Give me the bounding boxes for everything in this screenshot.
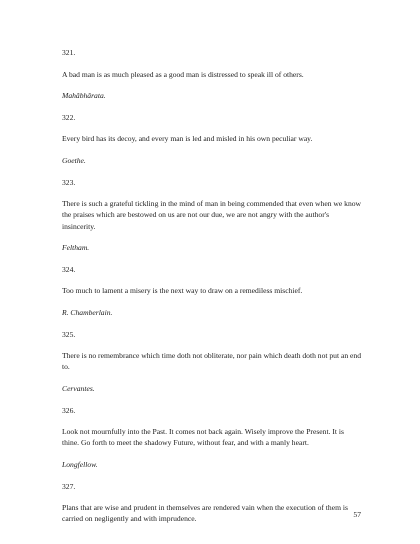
entry-number: 324. xyxy=(62,264,76,274)
quotation-text: Look not mournfully into the Past. It comes not back again. Wisely improve the Present. It is thine. Go forth to meet the shadowy Future, without fear, and with a manly heart. xyxy=(62,427,344,448)
quotation-author: R. Chamberlain. xyxy=(62,307,113,317)
quotation-text: Every bird has its decoy, and every man is led and misled in his own peculiar way. xyxy=(62,134,313,144)
quotation-text: Too much to lament a misery is the next way to draw on a remediless mischief. xyxy=(62,286,303,296)
quotation-list xyxy=(62,47,362,535)
quotation-author: Longfellow. xyxy=(62,459,98,469)
page-number: 57 xyxy=(353,510,361,519)
entry-number: 321. xyxy=(62,48,76,57)
quotation-author: Feltham. xyxy=(62,243,90,253)
quotation-author: Mahâbhârata. xyxy=(62,91,106,101)
entry-number: 323. xyxy=(62,177,76,187)
entry-number: 327. xyxy=(62,481,76,491)
quotation-text: There is no remembrance which time doth not obliterate, nor pain which death doth not put an end to. xyxy=(62,351,362,372)
quotation-text: A bad man is as much pleased as a good man is distressed to speak ill of others. xyxy=(62,69,304,79)
quotation-text: Plans that are wise and prudent in themselves are rendered vain when the execution of them is carried on negligently and with imprudence. xyxy=(62,503,348,524)
quotation-author: Cervantes. xyxy=(62,383,95,393)
quotation-text: There is such a grateful tickling in the mind of man in being commended that even when we know the praises which are bestowed on us are not our due, we are not angry with the author's insincerity. xyxy=(62,199,362,231)
quotation-author: Goethe. xyxy=(62,155,86,165)
entry-number: 325. xyxy=(62,329,76,339)
entry-number: 322. xyxy=(62,112,76,122)
entry-number: 326. xyxy=(62,405,76,415)
